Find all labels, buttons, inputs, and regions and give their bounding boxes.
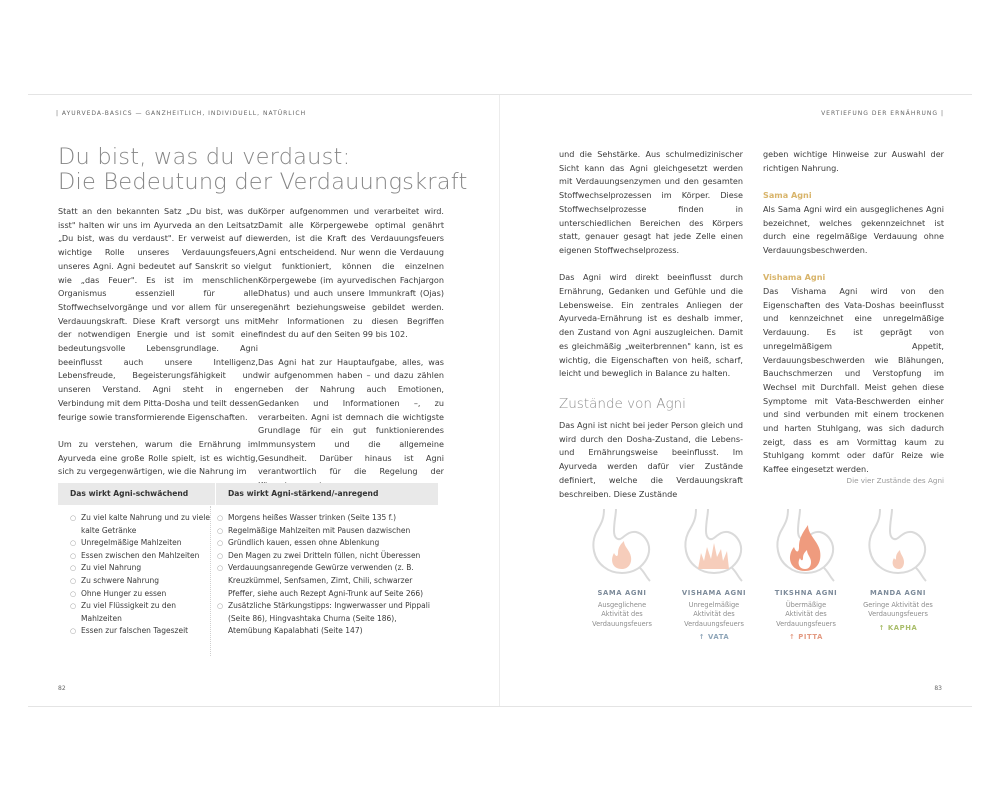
box-divider: [210, 506, 212, 656]
agni-state-name: VISHAMA AGNI: [681, 589, 747, 597]
bullet-icon: ○: [217, 514, 224, 522]
left-column-1: [58, 205, 258, 493]
list-item: ○ Regelmäßige Mahlzeiten mit Pausen dazwischen: [217, 525, 432, 538]
page-title: [58, 145, 478, 195]
page-number-left: 82: [58, 685, 66, 692]
stomach-flame-icon: [774, 507, 838, 585]
bullet-icon: ○: [70, 589, 77, 598]
bullet-icon: ○: [217, 551, 224, 560]
subheading-agni-states: Zustände von Agni: [559, 396, 686, 412]
agni-state-tikshna: [771, 507, 841, 641]
bullet-icon: ○: [217, 564, 224, 573]
strong-box-title: Das wirkt Agni-stärkend/-anregend: [216, 483, 438, 505]
bullet-icon: ○: [70, 602, 77, 611]
list-item: ○ Zu viel kalte Nahrung und zu viele kalte Getränke: [70, 513, 210, 535]
agni-state-name: TIKSHNA AGNI: [774, 589, 838, 597]
book-spread: [28, 94, 972, 707]
strong-list: [217, 512, 432, 638]
paragraph: Das Agni ist nicht bei jeder Person gleich und wird durch den Dosha-Zustand, die Lebens- und Ernährungsweise beeinflusst. Im Ayurveda werden dafür vier Zustände definiert, welche die Verdauungskraft beschreiben. Diese Zustände: [559, 420, 743, 499]
bullet-icon: ○: [70, 551, 77, 560]
agni-state-sama: [587, 507, 657, 629]
vishama-agni-heading: Vishama Agni: [763, 272, 826, 283]
paragraph: geben wichtige Hinweise zur Auswahl der richtigen Nahrung.: [763, 149, 944, 173]
list-item: ○ Den Magen zu zwei Dritteln füllen, nicht Überessen: [217, 550, 432, 563]
left-running-head: | AYURVEDA-BASICS — GANZHEITLICH, INDIVIDUELL, NATÜRLICH: [56, 110, 307, 117]
diagram-caption: Die vier Zustände des Agni: [846, 476, 944, 485]
stomach-flame-icon: [866, 507, 930, 585]
agni-state-name: MANDA AGNI: [869, 589, 927, 597]
bullet-icon: ○: [70, 564, 77, 573]
paragraph: Statt an den bekannten Satz „Du bist, was du isst" halten wir uns im Ayurveda an den Leitsatz „Du bist, was du verdaust". Er verweist auf die wichtige Rolle unseres Verdauungsfeuers, unseres Agni. Agni bedeutet auf Sanskrit so viel wie „das Feuer". Es ist im menschlichen Organismus essenziell für alle Stoffwechselvorgänge und vor allem für unsere Verdauungskraft. Diese Kraft versorgt uns mit der notwendigen Energie und ist somit eine bedeutungsvolle Lebensgrundlage. Agni beeinflusst auch unsere Intelligenz, Lebensfreude, Begeisterungsfähigkeit und unseren Verstand. Agni steht in enger Verbindung mit dem Pitta-Dosha und teilt dessen feurige sowie transformierende Eigenschaften.: [58, 206, 258, 422]
bullet-icon: ○: [70, 539, 77, 548]
agni-state-desc: Übermäßige Aktivität des Verdauungsfeuers: [776, 601, 836, 628]
weak-box-title: Das wirkt Agni-schwächend: [58, 483, 215, 505]
paragraph: und die Sehstärke. Aus schulmedizinischer Sicht kann das Agni gleichgesetzt werden mit Verdauungsenzymen und den gesamten Stoffwechselprozessen im Körper. Diese Stoffwechselprozesse finden in unterschiedlichen Bereichen des Körpers statt, genauer gesagt hat jede Zelle einen eigenen Stoffwechselprozess.: [559, 149, 743, 255]
left-column-2: [258, 205, 444, 506]
stomach-flame-icon: [590, 507, 654, 585]
list-item: ○ Zu viel Nahrung: [70, 562, 210, 575]
agni-state-desc: Geringe Aktivität des Verdauungsfeuers: [863, 601, 933, 619]
right-column-1-cont: [559, 419, 743, 515]
paragraph: Als Sama Agni wird ein ausgeglichenes Agni bezeichnet, welches gekennzeichnet ist durch eine regelmäßige Verdauung ohne Verdauungsbeschwerden.: [763, 203, 944, 255]
stomach-flame-icon: [682, 507, 746, 585]
bullet-icon: ○: [70, 627, 77, 636]
agni-states-diagram: [587, 507, 947, 657]
list-item: ○ Unregelmäßige Mahlzeiten: [70, 537, 210, 550]
list-item: ○ Essen zwischen den Mahlzeiten: [70, 550, 210, 563]
right-column-1: [559, 148, 743, 395]
list-item: ○ Ohne Hunger zu essen: [70, 588, 210, 601]
list-item: ○ Verdauungsanregende Gewürze verwenden (z. B. Kreuzkümmel, Senfsamen, Zimt, Chili, schwarzer Pfeffer, siehe auch Rezept Agni-Trunk auf Seite 266): [217, 563, 424, 598]
bullet-icon: ○: [217, 526, 224, 535]
bullet-icon: ○: [70, 514, 77, 522]
list-item: ○ Gründlich kauen, essen ohne Ablenkung: [217, 537, 432, 550]
right-running-head: VERTIEFUNG DER ERNÄHRUNG |: [821, 110, 944, 117]
page-number-right: 83: [934, 685, 942, 692]
list-item: ○ Essen zur falschen Tageszeit: [70, 625, 210, 638]
list-item: ○ Zu schwere Nahrung: [70, 575, 210, 588]
agni-state-vishama: [679, 507, 749, 641]
agni-state-manda: [863, 507, 933, 632]
page-title-line1: Du bist, was du verdaust:: [58, 144, 351, 170]
right-column-2: [763, 148, 944, 491]
bullet-icon: ○: [217, 602, 224, 611]
page-gutter: [499, 95, 500, 706]
agni-state-name: SAMA AGNI: [597, 589, 647, 597]
paragraph: Das Agni hat zur Hauptaufgabe, alles, was wir aufgenommen haben – und dazu zählen neben der Nahrung auch Emotionen, Gedanken und Informationen –, zu verarbeiten. Agni ist demnach die wichtigste Grundlage für ein gut funktionierendes Immunsystem und die allgemeine Gesundheit. Darüber hinaus ist Agni verantwortlich für die Regelung der: [258, 356, 444, 477]
bullet-icon: ○: [217, 539, 224, 548]
paragraph: Um zu verstehen, warum die Ernährung im Ayurveda eine große Rolle spielt, ist es wichtig, sich zu vergegenwärtigen, wie die Nahrung im: [58, 438, 258, 477]
agni-state-desc: Unregelmäßige Aktivität des Verdauungsfeuers: [684, 601, 744, 628]
bullet-icon: ○: [70, 576, 77, 585]
list-item: ○ Zu viel Flüssigkeit zu den Mahlzeiten: [70, 601, 176, 623]
paragraph: Das Vishama Agni wird von den Eigenschaften des Vata-Doshas beeinflusst und kennzeichnet eine unregelmäßige Verdauung. Es ist geprägt von unregelmäßigem Appetit, Verdauungsbeschwerden wie Blähungen, Bauchschmerzen und Verstopfung im Wechsel mit Durchfall. Meist gehen diese Symptome mit Vata-Beschwerden einher und sind verbunden mit einem trockenen und harten Stuhlgang, was sich dadurch zeigt, dass es am Vormittag kaum zu Stuhlgang kommt oder dafür Reize wie Kaffee eingesetzt werden.: [763, 286, 944, 475]
paragraph: Körper aufgenommen und verarbeitet wird. Damit alle Körpergewebe optimal genährt werden, ist die Kraft des Verdauungsfeuers Agni entscheidend. Nur wenn die Verdauung gut funktioniert, können die einzelnen Körpergewebe (im ayurvedischen Fachjargon Dhatus) und auch unsere Immunkraft (Ojas) genährt beziehungsweise gebildet werden. Mehr Informationen zu diesen Begriffen findest du auf den Seiten 99 bis 102.: [258, 206, 444, 340]
weak-list: [70, 512, 210, 638]
paragraph: Das Agni wird direkt beeinflusst durch Ernährung, Gedanken und Gefühle und die Lebensweise. Ein zentrales Anliegen der Ayurveda-Ernährung ist es deshalb immer, den Zustand von Agni auszugleichen. Damit es gleichmäßig „weiterbrennen" kann, ist es wichtig, die Eigenschaften von heiß, scharf, leicht und beweglich in Balance zu halten.: [559, 272, 743, 379]
page-title-line2: Die Bedeutung der Verdauungskraft: [58, 169, 468, 195]
dosha-label: ↑ PITTA: [789, 633, 823, 642]
sama-agni-heading: Sama Agni: [763, 190, 812, 201]
list-item: ○ Morgens heißes Wasser trinken (Seite 135 f.): [217, 512, 432, 525]
list-item: ○ Zusätzliche Stärkungstipps: Ingwerwasser und Pippali (Seite 86), Hingvashtaka Churna (Seite 186), Atemübung Kapalabhati (Seite 147): [217, 601, 430, 636]
dosha-label: ↑ VATA: [698, 633, 730, 642]
dosha-label: ↑ KAPHA: [878, 623, 918, 632]
agni-state-desc: Ausgeglichene Aktivität des Verdauungsfeuers: [592, 601, 652, 628]
